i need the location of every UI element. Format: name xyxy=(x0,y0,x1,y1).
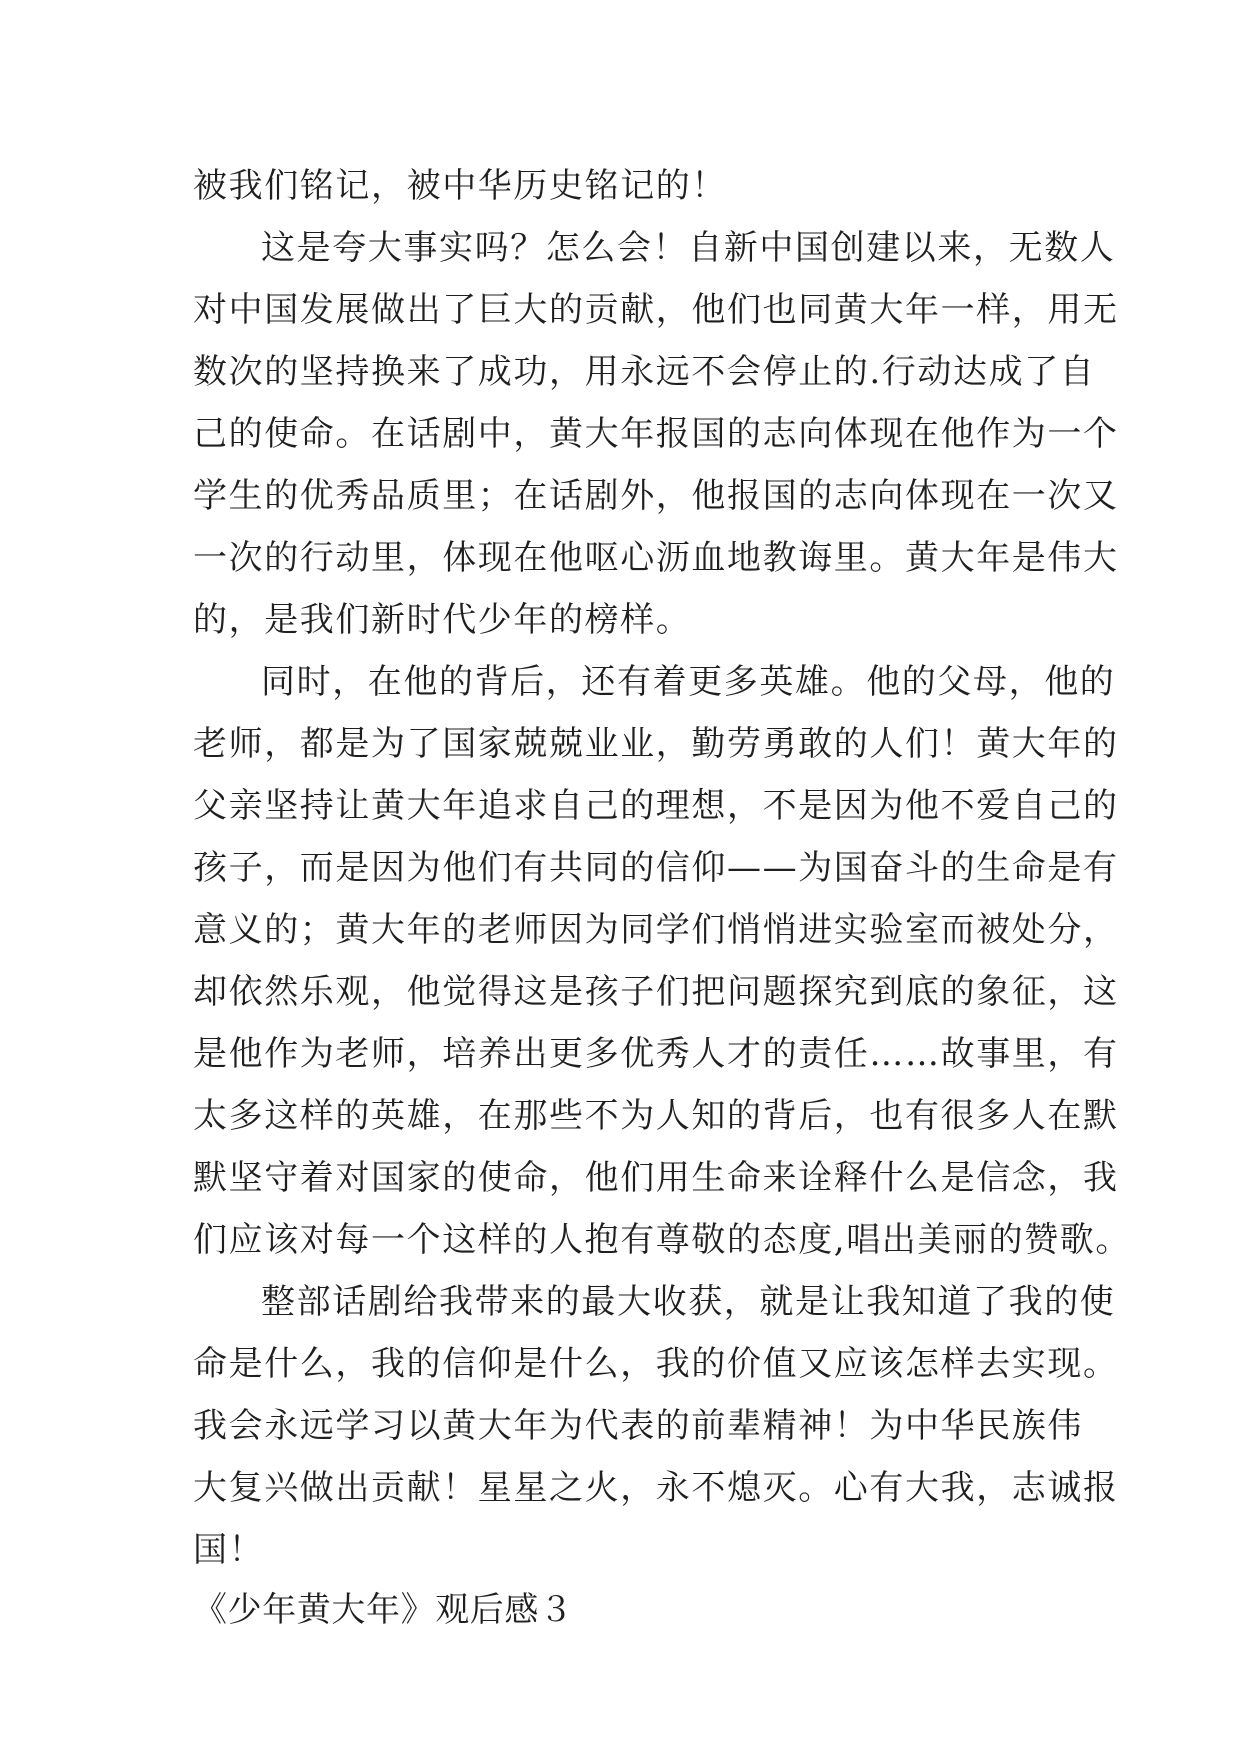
paragraph-line: 学生的优秀品质里；在话剧外，他报国的志向体现在一次又 xyxy=(193,476,1119,516)
paragraph-line: 国！ xyxy=(193,1530,265,1570)
paragraph-line: 命是什么，我的信仰是什么，我的价值又应该怎样去实现。 xyxy=(193,1344,1119,1384)
paragraph-line: 默坚守着对国家的使命，他们用生命来诠释什么是信念，我 xyxy=(193,1158,1119,1198)
paragraph-line: 孩子，而是因为他们有共同的信仰——为国奋斗的生命是有 xyxy=(193,848,1119,888)
paragraph-line: 是他作为老师，培养出更多优秀人才的责任……故事里，有 xyxy=(193,1034,1119,1074)
paragraph-line: 太多这样的英雄，在那些不为人知的背后，也有很多人在默 xyxy=(193,1096,1119,1136)
paragraph-line: 老师，都是为了国家兢兢业业，勤劳勇敢的人们！黄大年的 xyxy=(193,724,1119,764)
paragraph-line: 被我们铭记，被中华历史铭记的！ xyxy=(193,166,727,206)
paragraph-line: 的，是我们新时代少年的榜样。 xyxy=(193,600,692,640)
paragraph-line: 我会永远学习以黄大年为代表的前辈精神！为中华民族伟 xyxy=(193,1406,1083,1446)
paragraph-line: 一次的行动里，体现在他呕心沥血地教诲里。黄大年是伟大 xyxy=(193,538,1119,578)
paragraph-line: 却依然乐观，他觉得这是孩子们把问题探究到底的象征，这 xyxy=(193,972,1119,1012)
section-heading: 《少年黄大年》观后感３ xyxy=(193,1590,574,1630)
paragraph-line: 意义的；黄大年的老师因为同学们悄悄进实验室而被处分， xyxy=(193,910,1119,950)
paragraph-line: 大复兴做出贡献！星星之火，永不熄灭。心有大我，志诚报 xyxy=(193,1468,1119,1508)
paragraph-line: 数次的坚持换来了成功，用永远不会停止的.行动达成了自 xyxy=(193,352,1096,392)
paragraph-line: 们应该对每一个这样的人抱有尊敬的态度,唱出美丽的赞歌。 xyxy=(193,1220,1132,1260)
paragraph-line: 整部话剧给我带来的最大收获，就是让我知道了我的使 xyxy=(261,1282,1116,1322)
paragraph-line: 同时，在他的背后，还有着更多英雄。他的父母，他的 xyxy=(261,662,1116,702)
paragraph-line: 这是夸大事实吗？怎么会！自新中国创建以来，无数人 xyxy=(261,228,1116,268)
paragraph-line: 己的使命。在话剧中，黄大年报国的志向体现在他作为一个 xyxy=(193,414,1119,454)
paragraph-line: 对中国发展做出了巨大的贡献，他们也同黄大年一样，用无 xyxy=(193,290,1119,330)
paragraph-line: 父亲坚持让黄大年追求自己的理想，不是因为他不爱自己的 xyxy=(193,786,1119,826)
